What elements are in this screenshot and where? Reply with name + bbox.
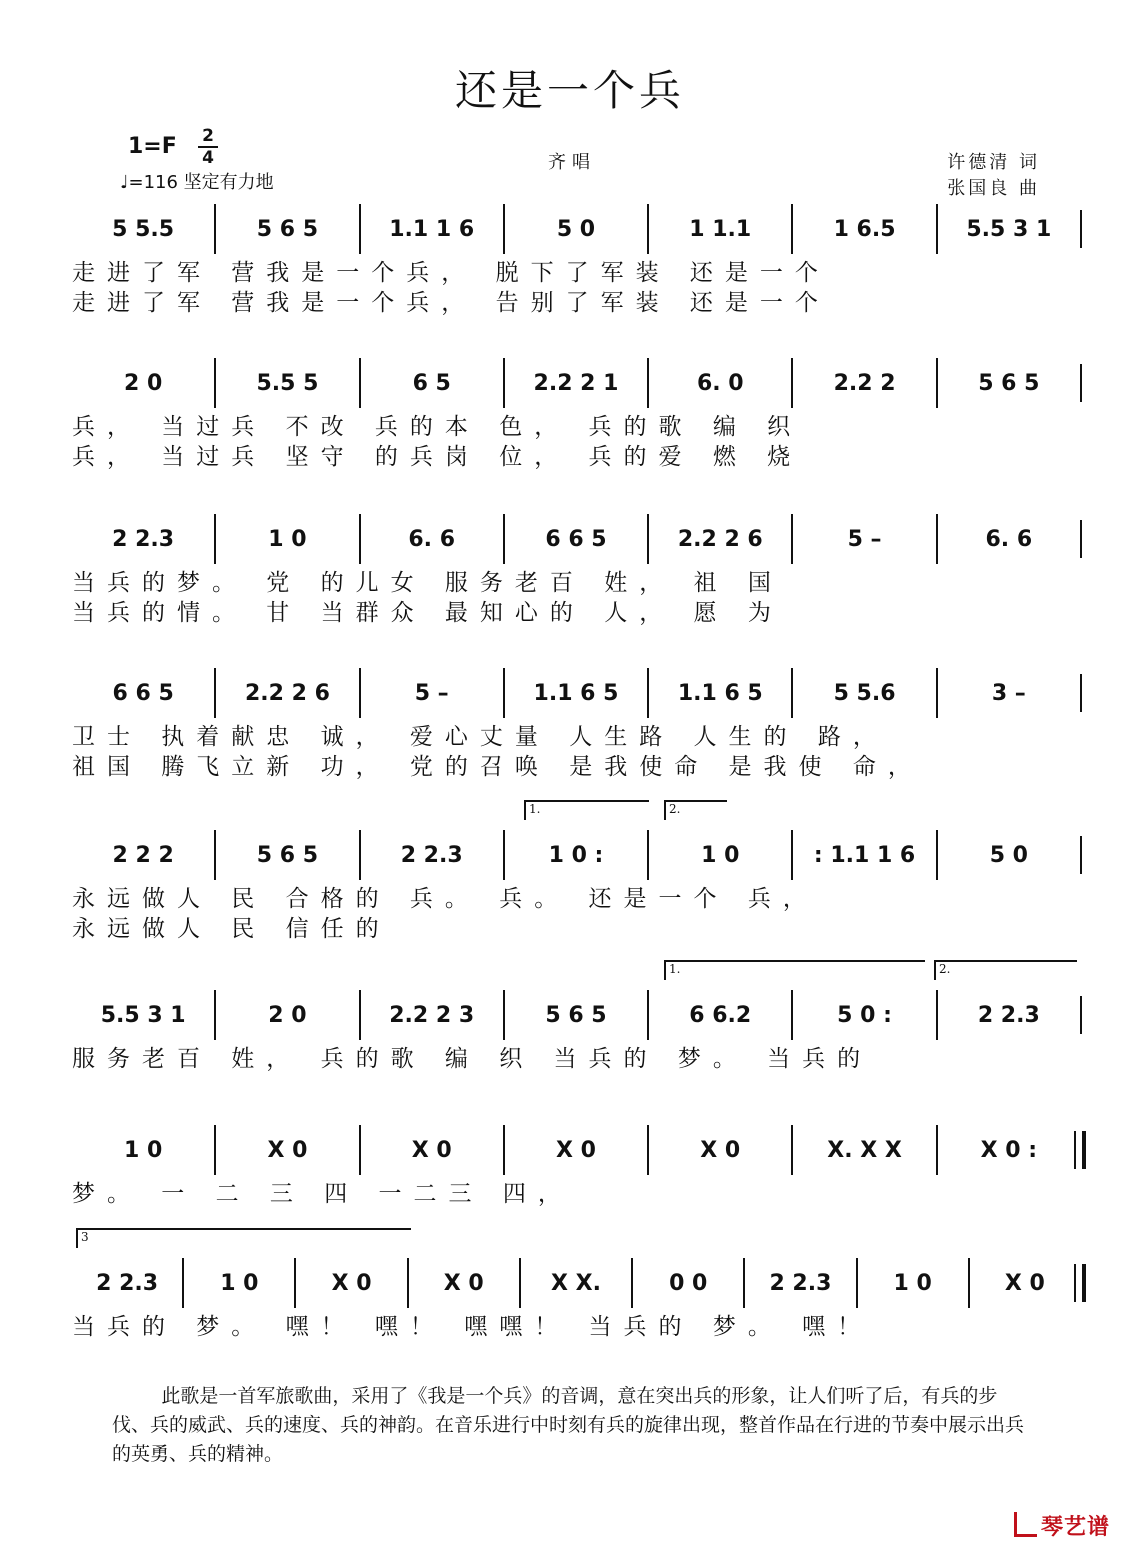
key-signature: 1=F bbox=[128, 134, 177, 159]
measure: 2 2.3 bbox=[743, 1258, 855, 1308]
measure: 5 6 5 bbox=[214, 830, 358, 880]
measure: X 0 bbox=[647, 1125, 791, 1175]
measure: 2.2 2 3 bbox=[359, 990, 503, 1040]
barline bbox=[1080, 520, 1082, 558]
barline bbox=[1080, 996, 1082, 1034]
notes-row bbox=[72, 1125, 1080, 1175]
measure: X 0 bbox=[359, 1125, 503, 1175]
measure: X 0 bbox=[503, 1125, 647, 1175]
time-signature-bottom: 4 bbox=[202, 148, 214, 168]
measure: 5.5 3 1 bbox=[936, 204, 1080, 254]
measure: 5 0 bbox=[503, 204, 647, 254]
measure: 6. 0 bbox=[647, 358, 791, 408]
measure: 6 6.2 bbox=[647, 990, 791, 1040]
measure: 5 6 5 bbox=[214, 204, 358, 254]
score-system bbox=[72, 1258, 1080, 1342]
measure: 1.1 1 6 bbox=[359, 204, 503, 254]
measure: X. X X bbox=[791, 1125, 935, 1175]
barline bbox=[1074, 1131, 1086, 1169]
measure: 1.1 6 5 bbox=[503, 668, 647, 718]
measure: 1 0 bbox=[182, 1258, 294, 1308]
description-text: 此歌是一首军旅歌曲，采用了《我是一个兵》的音调，意在突出兵的形象，让人们听了后，有兵的步伐、兵的威武、兵的速度、兵的神韵。在音乐进行中时刻有兵的旋律出现，整首作品在行进的节奏中展示出兵的英勇、兵的精神。 bbox=[112, 1385, 1025, 1465]
volta-bracket: 2. bbox=[934, 960, 1077, 980]
site-logo bbox=[1014, 1510, 1110, 1541]
measure: 6 6 5 bbox=[503, 514, 647, 564]
measure: 2.2 2 6 bbox=[214, 668, 358, 718]
measure: X 0 bbox=[214, 1125, 358, 1175]
lyric-line: 兵， 当过兵 不改 兵的本 色， 兵的歌 编 织 bbox=[72, 414, 803, 440]
measure: 2 0 bbox=[214, 990, 358, 1040]
measure: 5 5.5 bbox=[112, 216, 175, 242]
lyric-line: 当兵的 梦。 嘿！ 嘿！ 嘿嘿！ 当兵的 梦。 嘿！ bbox=[72, 1314, 873, 1340]
score-system bbox=[72, 204, 1080, 318]
score-system bbox=[72, 990, 1080, 1074]
measure: 5 – bbox=[359, 668, 503, 718]
measure: 5 – bbox=[791, 514, 935, 564]
measure: 1 0 bbox=[214, 514, 358, 564]
measure: 2.2 2 1 bbox=[503, 358, 647, 408]
lyric-line: 永远做人 民 信任的 bbox=[72, 916, 391, 942]
barline bbox=[1080, 210, 1082, 248]
notes-row bbox=[72, 204, 1080, 254]
barline bbox=[1080, 674, 1082, 712]
time-signature-top: 2 bbox=[202, 126, 214, 146]
score-system bbox=[72, 830, 1080, 944]
barline bbox=[1080, 836, 1082, 874]
lyric-line: 梦。 一 二 三 四 一二三 四， bbox=[72, 1181, 573, 1207]
measure: 2.2 2 6 bbox=[647, 514, 791, 564]
measure: 2 2.3 bbox=[359, 830, 503, 880]
lyric-line: 走进了军 营我是一个兵， 脱下了军装 还是一个 bbox=[72, 260, 830, 286]
notes-row bbox=[72, 514, 1080, 564]
measure: X 0 : bbox=[936, 1125, 1080, 1175]
measure: 5.5 5 bbox=[214, 358, 358, 408]
volta-bracket: 3 bbox=[76, 1228, 411, 1248]
notes-row bbox=[72, 1258, 1080, 1308]
measure: 1.1 6 5 bbox=[647, 668, 791, 718]
score-system bbox=[72, 514, 1080, 628]
measure: X X. bbox=[519, 1258, 631, 1308]
lyric-line: 卫士 执着献忠 诚， 爱心丈量 人生路 人生的 路， bbox=[72, 724, 888, 750]
measure: 1 0 bbox=[647, 830, 791, 880]
measure: 2 0 bbox=[124, 370, 163, 396]
score-system bbox=[72, 1125, 1080, 1209]
barline bbox=[1080, 364, 1082, 402]
lyric-line: 服务老百 姓， 兵的歌 编 织 当兵的 梦。 当兵的 bbox=[72, 1046, 873, 1072]
measure: : 1.1 1 6 bbox=[791, 830, 935, 880]
time-signature bbox=[198, 126, 218, 168]
measure: 6. 6 bbox=[936, 514, 1080, 564]
score-system bbox=[72, 358, 1080, 472]
measure: 1 0 bbox=[856, 1258, 968, 1308]
measure: X 0 bbox=[968, 1258, 1080, 1308]
barline bbox=[1074, 1264, 1086, 1302]
lyric-line: 走进了军 营我是一个兵， 告别了军装 还是一个 bbox=[72, 290, 830, 316]
performance-mode: 齐唱 bbox=[548, 152, 596, 173]
measure: 5.5 3 1 bbox=[100, 1002, 186, 1028]
measure: 3 – bbox=[936, 668, 1080, 718]
measure: 2.2 2 bbox=[791, 358, 935, 408]
notes-row bbox=[72, 830, 1080, 880]
measure: 1 0 : bbox=[503, 830, 647, 880]
measure: 5 5.6 bbox=[791, 668, 935, 718]
lyric-line: 永远做人 民 合格的 兵。 兵。 还是一个 兵， bbox=[72, 886, 818, 912]
lyricist-credit: 许德清 词 bbox=[947, 152, 1040, 173]
measure: X 0 bbox=[407, 1258, 519, 1308]
lyric-line: 当兵的梦。 党 的儿女 服务老百 姓， 祖 国 bbox=[72, 570, 783, 596]
notes-row bbox=[72, 668, 1080, 718]
logo-text: 琴艺谱 bbox=[1040, 1515, 1110, 1540]
notes-row bbox=[72, 358, 1080, 408]
measure: 6. 6 bbox=[359, 514, 503, 564]
measure: 5 6 5 bbox=[936, 358, 1080, 408]
measure: 6 6 5 bbox=[112, 680, 174, 706]
measure: 1 6.5 bbox=[791, 204, 935, 254]
measure: 5 6 5 bbox=[503, 990, 647, 1040]
lyric-line: 当兵的情。 甘 当群众 最知心的 人， 愿 为 bbox=[72, 600, 783, 626]
song-title: 还是一个兵 bbox=[454, 66, 685, 115]
volta-bracket: 1. bbox=[524, 800, 649, 820]
score-system bbox=[72, 668, 1080, 782]
volta-bracket: 1. bbox=[664, 960, 925, 980]
measure: 2 2 2 bbox=[112, 842, 174, 868]
measure: 2 2.3 bbox=[96, 1270, 159, 1296]
lyric-line: 祖国 腾飞立新 功， 党的召唤 是我使命 是我使 命， bbox=[72, 754, 923, 780]
notes-row bbox=[72, 990, 1080, 1040]
song-description bbox=[112, 1382, 1032, 1469]
measure: 5 0 bbox=[936, 830, 1080, 880]
volta-bracket: 2. bbox=[664, 800, 727, 820]
measure: 5 0 : bbox=[791, 990, 935, 1040]
measure: 2 2.3 bbox=[936, 990, 1080, 1040]
measure: 2 2.3 bbox=[112, 526, 175, 552]
composer-credit: 张国良 曲 bbox=[947, 178, 1040, 199]
measure: 1 0 bbox=[124, 1137, 163, 1163]
measure: 0 0 bbox=[631, 1258, 743, 1308]
lyric-line: 兵， 当过兵 坚守 的兵岗 位， 兵的爱 燃 烧 bbox=[72, 444, 803, 470]
measure: 1 1.1 bbox=[647, 204, 791, 254]
measure: 6 5 bbox=[359, 358, 503, 408]
tempo-marking: ♩=116 坚定有力地 bbox=[120, 172, 274, 193]
measure: X 0 bbox=[294, 1258, 406, 1308]
logo-icon bbox=[1014, 1512, 1037, 1537]
